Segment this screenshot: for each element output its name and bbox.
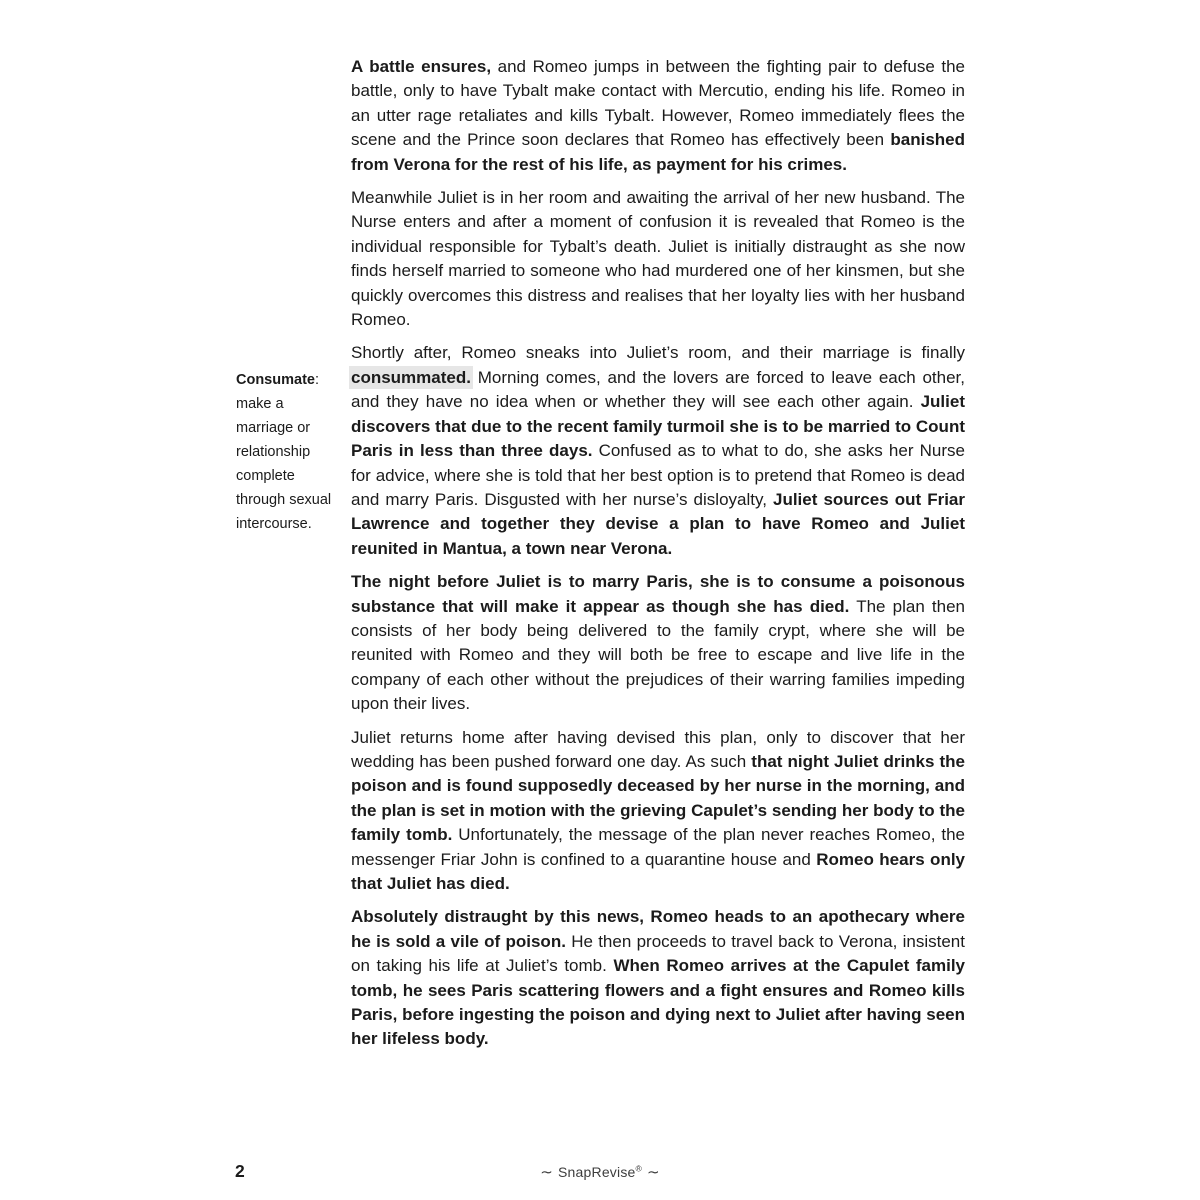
bold-text-run: When Romeo arrives at the Capulet family tomb, he sees Paris scattering flowers and a fight ensures and Romeo kills Paris, before ingesting the poison and dying next to Juliet after having seen her lifeless body.: [351, 956, 965, 1049]
bold-text-run: Romeo hears only that Juliet has died.: [351, 849, 966, 893]
paragraph: [351, 726, 965, 897]
bold-text-run: The night before Juliet is to marry Paris, she is to consume a poisonous substance that will make it appear as though she has died.: [351, 572, 965, 616]
tilde-ornament-right: ∼: [646, 1164, 660, 1181]
paragraph: [351, 186, 965, 332]
tilde-ornament-left: ∼: [540, 1164, 554, 1181]
bold-text-run: that night Juliet drinks the poison and is found supposedly deceased by her nurse in the morning, and the plan is set in motion with the grieving Capulet’s sending her body to the family tomb.: [351, 751, 965, 845]
brand-name: SnapRevise: [558, 1164, 636, 1180]
bold-text-run: Juliet discovers that due to the recent family turmoil she is to be married to Count Paris in less than three days.: [351, 392, 965, 461]
brand-footer: [0, 1163, 1200, 1181]
highlighted-term: consummated.: [351, 367, 471, 387]
document-body: [351, 55, 965, 1052]
margin-note: [236, 368, 342, 536]
bold-text-run: banished from Verona for the rest of his life, as payment for his crimes.: [351, 130, 965, 174]
paragraph: [351, 341, 965, 561]
bold-text-run: A battle ensures,: [351, 57, 492, 76]
text-run: Meanwhile Juliet is in her room and awaiting the arrival of her new husband. The Nurse enters and after a moment of confusion it is revealed that Romeo is the individual responsible for Tybalt’s death. Juliet is initially distraught as she now finds herself married to someone who had murdered one of her kinsmen, but she quickly overcomes this distress and realises that her loyalty lies with her husband Romeo.: [351, 188, 965, 330]
text-run: and Romeo jumps in between the fighting pair to defuse the battle, only to have Tybalt make contact with Mercutio, ending his life. Romeo in an utter rage retaliates and kills Tybalt. However, Romeo immediately flees the scene and the Prince soon declares that Romeo has effectively been: [351, 57, 966, 150]
text-run: He then proceeds to travel back to Verona, insistent on taking his life at Juliet’s tomb.: [351, 931, 965, 976]
text-run: Confused as to what to do, she asks her Nurse for advice, where she is told that her best option is to pretend that Romeo is dead and marry Paris. Disgusted with her nurse’s disloyalty,: [351, 441, 965, 509]
paragraph: [351, 905, 965, 1051]
text-run: Morning comes, and the lovers are forced to leave each other, and they have no idea when or whether they will see each other again.: [351, 367, 965, 412]
bold-text-run: Absolutely distraught by this news, Romeo heads to an apothecary where he is sold a vile of poison.: [351, 907, 965, 951]
margin-note-term: Consumate: [236, 372, 315, 388]
margin-note-definition: make a marriage or relationship complete through sexual intercourse.: [236, 396, 332, 532]
text-run: Unfortunately, the message of the plan never reaches Romeo, the messenger Friar John is confined to a quarantine house and: [351, 825, 966, 869]
margin-note-separator: :: [314, 372, 319, 388]
bold-text-run: Juliet sources out Friar Lawrence and together they devise a plan to have Romeo and Juliet reunited in Mantua, a town near Verona.: [351, 489, 966, 558]
paragraph: [351, 570, 965, 716]
text-run: Juliet returns home after having devised this plan, only to discover that her wedding has been pushed forward one day. As such: [351, 727, 965, 771]
text-run: Shortly after, Romeo sneaks into Juliet’s room, and their marriage is finally: [351, 343, 965, 363]
text-run: The plan then consists of her body being delivered to the family crypt, where she will be reunited with Romeo and they will both be free to escape and live life in the company of each other without the prejudices of their warring families impeding upon their lives.: [351, 596, 965, 714]
page-number: 2: [235, 1161, 245, 1181]
registered-trademark-symbol: ®: [635, 1163, 642, 1174]
paragraph: [351, 55, 965, 177]
